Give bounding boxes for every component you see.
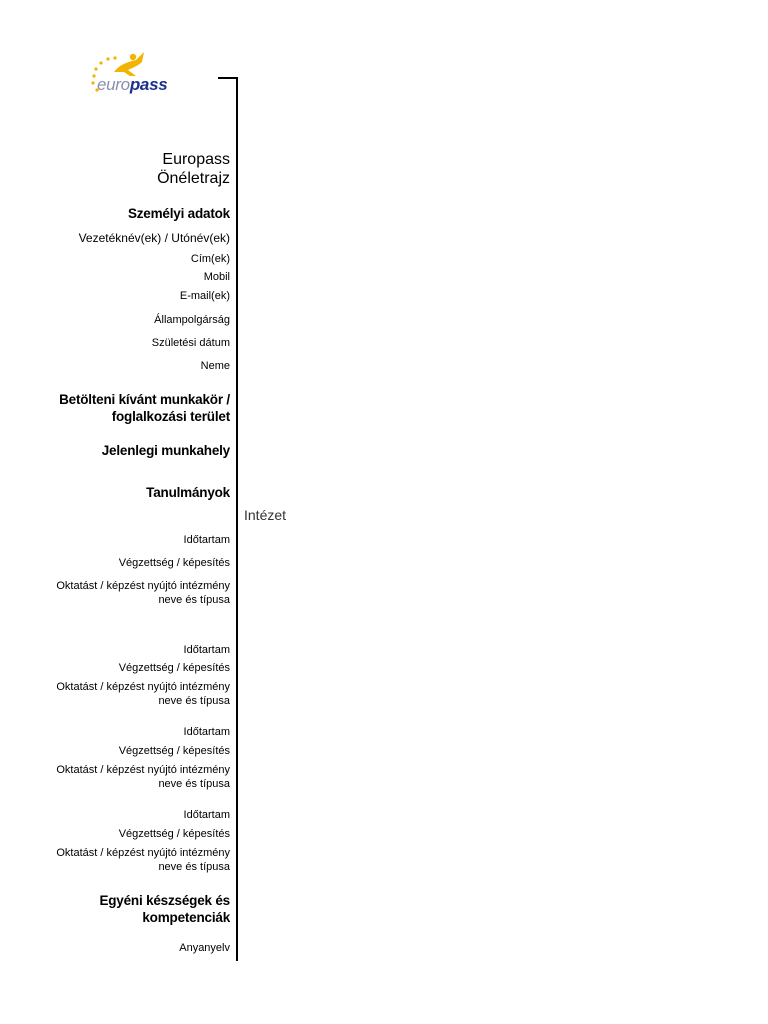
- section-heading-current-job: Jelenlegi munkahely: [101, 443, 230, 458]
- education-institution-value: Intézet: [244, 507, 287, 523]
- label-mother-tongue: Anyanyelv: [179, 942, 230, 954]
- label-qualification: Végzettség / képesítés: [118, 557, 230, 569]
- label-mobile: Mobil: [203, 271, 230, 283]
- separator-tick: [218, 77, 237, 79]
- institution-line-1: Oktatást / képzést nyújtó intézmény: [56, 764, 230, 776]
- label-name: Vezetéknév(ek) / Utónév(ek): [78, 231, 230, 245]
- label-institution: [56, 681, 230, 709]
- label-email: E-mail(ek): [179, 290, 230, 302]
- label-institution: [56, 580, 230, 608]
- desired-job-line-2: foglalkozási terület: [111, 408, 230, 424]
- label-gender: Neme: [200, 360, 230, 372]
- institution-line-1: Oktatást / képzést nyújtó intézmény: [56, 681, 230, 693]
- institution-line-1: Oktatást / képzést nyújtó intézmény: [56, 580, 230, 592]
- institution-line-1: Oktatást / képzést nyújtó intézmény: [56, 847, 230, 859]
- label-institution: [56, 847, 230, 875]
- label-duration: Időtartam: [183, 726, 230, 738]
- section-heading-education: Tanulmányok: [146, 485, 230, 500]
- label-address: Cím(ek): [190, 253, 230, 265]
- desired-job-line-1: Betölteni kívánt munkakör /: [59, 392, 230, 407]
- label-qualification: Végzettség / képesítés: [118, 662, 230, 674]
- section-heading-personal: Személyi adatok: [127, 206, 230, 221]
- section-heading-desired-job: [59, 392, 230, 426]
- label-duration: Időtartam: [183, 534, 230, 546]
- skills-line-2: kompetenciák: [142, 909, 230, 925]
- document-title: [157, 150, 230, 188]
- institution-line-2: neve és típusa: [158, 860, 230, 873]
- label-birth-date: Születési dátum: [151, 337, 230, 349]
- institution-line-2: neve és típusa: [158, 593, 230, 606]
- label-qualification: Végzettség / képesítés: [118, 828, 230, 840]
- europass-logo: [84, 50, 176, 100]
- section-heading-skills: [99, 893, 230, 927]
- label-institution: [56, 764, 230, 792]
- institution-line-2: neve és típusa: [158, 694, 230, 707]
- label-nationality: Állampolgárság: [154, 314, 230, 326]
- title-line-2: Önéletrajz: [157, 170, 230, 188]
- title-line-1: Europass: [162, 151, 230, 168]
- label-duration: Időtartam: [183, 809, 230, 821]
- label-qualification: Végzettség / képesítés: [118, 745, 230, 757]
- label-duration: Időtartam: [183, 644, 230, 656]
- institution-line-2: neve és típusa: [158, 777, 230, 790]
- europass-wordmark: europass: [97, 75, 168, 94]
- column-separator-line: [236, 77, 238, 961]
- skills-line-1: Egyéni készségek és: [99, 893, 230, 908]
